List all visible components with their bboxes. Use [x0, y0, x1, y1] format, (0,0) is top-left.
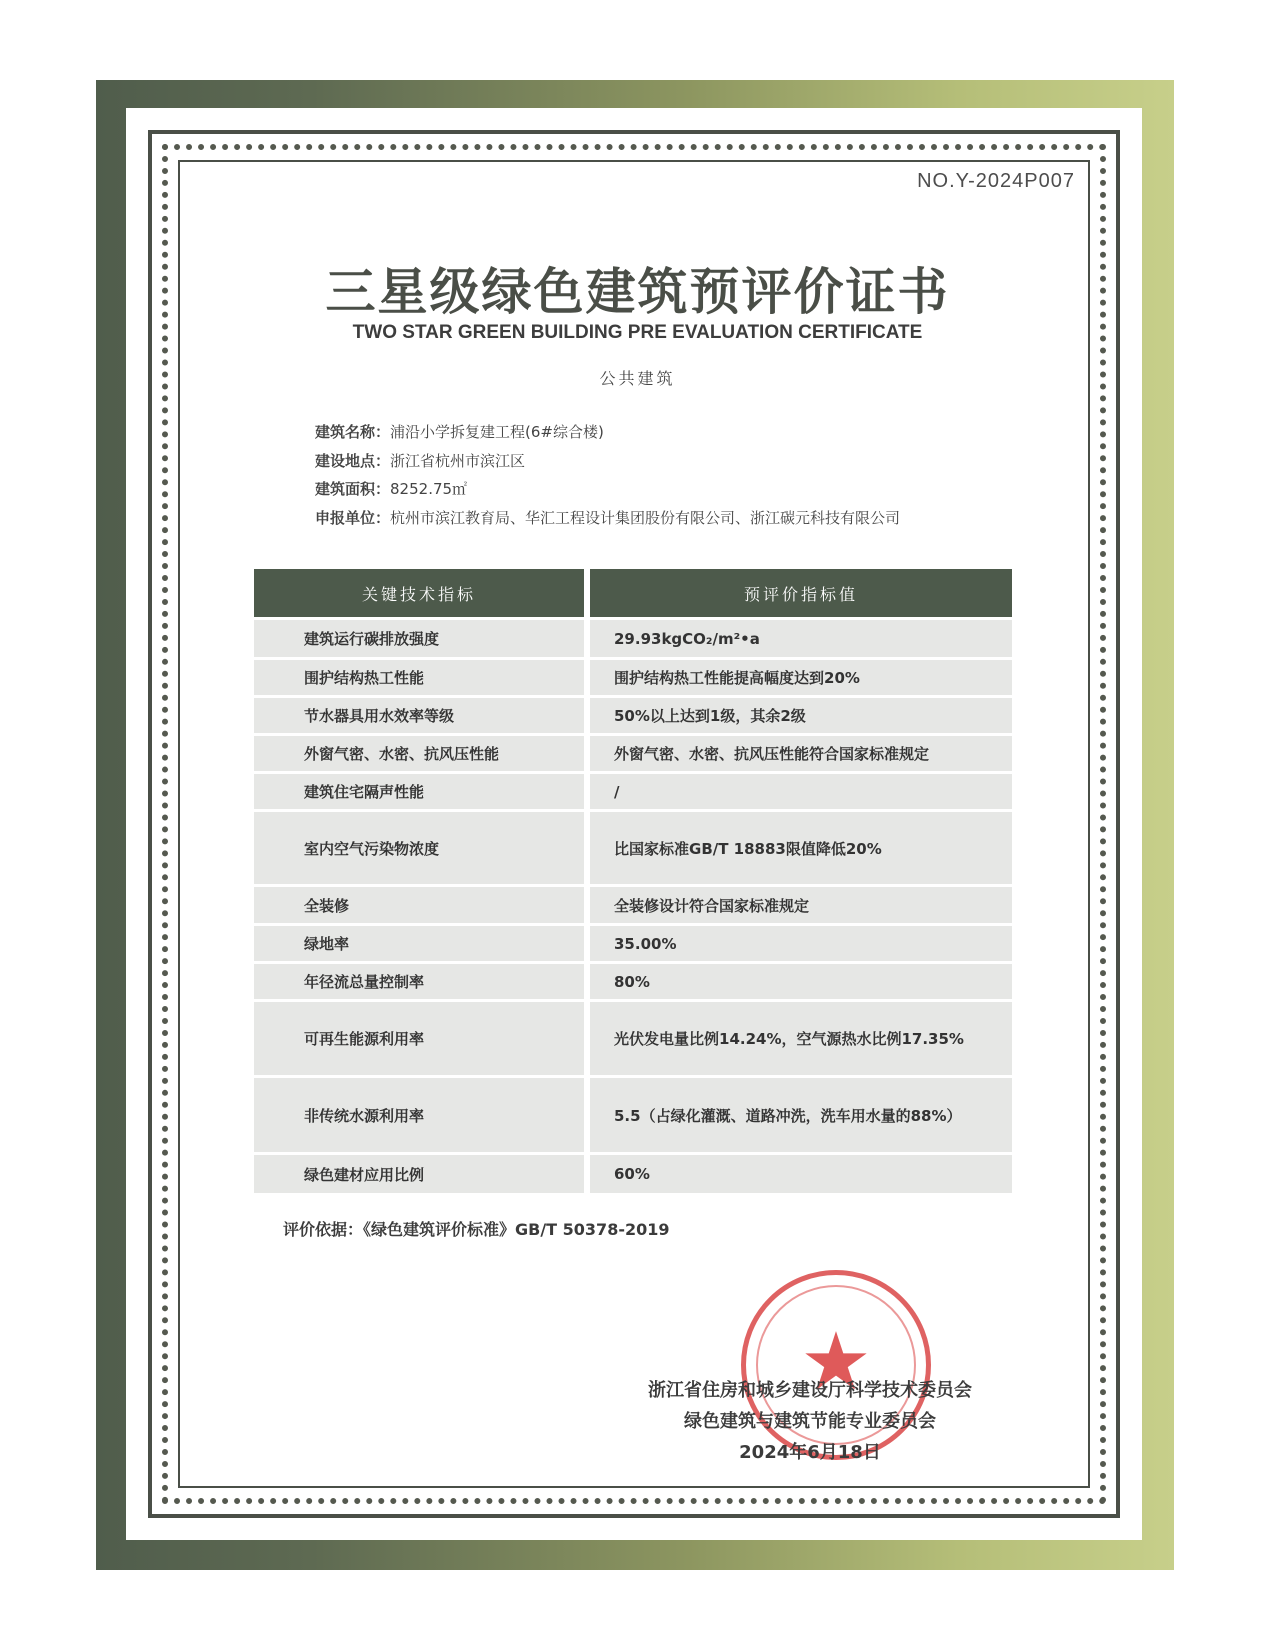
row-key: 建筑住宅隔声性能 — [254, 774, 584, 809]
info-label: 申报单位： — [315, 508, 391, 527]
issuer-block — [600, 1375, 1020, 1468]
info-row-location — [315, 447, 900, 476]
row-value: 35.00% — [590, 926, 1012, 961]
info-value: 浦沿小学拆复建工程(6#综合楼) — [390, 423, 604, 441]
seal-star-icon: ★ — [800, 1315, 872, 1408]
row-key: 可再生能源利用率 — [254, 1002, 584, 1075]
info-label: 建设地点： — [315, 451, 391, 470]
row-key: 围护结构热工性能 — [254, 660, 584, 695]
row-value: 5.5（占绿化灌溉、道路冲洗，洗车用水量的88%） — [590, 1078, 1012, 1152]
header-key-indicator: 关键技术指标 — [254, 569, 584, 617]
evaluation-basis: 评价依据：《绿色建筑评价标准》GB/T 50378-2019 — [283, 1220, 670, 1239]
info-value: 浙江省杭州市滨江区 — [390, 451, 526, 470]
info-label: 建筑面积： — [315, 480, 391, 498]
row-value: 50%以上达到1级，其余2级 — [590, 698, 1012, 733]
info-label: 建筑名称： — [315, 423, 391, 441]
row-key: 外窗气密、水密、抗风压性能 — [254, 736, 584, 771]
row-value: 比国家标准GB/T 18883限值降低20% — [590, 812, 1012, 884]
row-value: 外窗气密、水密、抗风压性能符合国家标准规定 — [590, 736, 1012, 771]
row-key: 年径流总量控制率 — [254, 964, 584, 999]
table-row — [254, 698, 1012, 733]
row-value: 全装修设计符合国家标准规定 — [590, 887, 1012, 923]
row-value: / — [590, 774, 1012, 809]
row-key: 全装修 — [254, 887, 584, 923]
info-value: 8252.75㎡ — [390, 480, 468, 498]
header-pre-evaluation-value: 预评价指标值 — [590, 569, 1012, 617]
issue-date: 2024年6月18日 — [739, 1442, 881, 1463]
table-row — [254, 887, 1012, 923]
row-key: 建筑运行碳排放强度 — [254, 620, 584, 657]
row-value: 29.93kgCO₂/m²•a — [590, 620, 1012, 657]
row-key: 非传统水源利用率 — [254, 1078, 584, 1152]
table-row — [254, 660, 1012, 695]
info-row-applicant — [315, 504, 900, 533]
table-row — [254, 1002, 1012, 1075]
row-value: 80% — [590, 964, 1012, 999]
row-value: 围护结构热工性能提高幅度达到20% — [590, 660, 1012, 695]
certificate-title-en: TWO STAR GREEN BUILDING PRE EVALUATION CERTIFICATE — [352, 322, 923, 343]
indicator-table — [254, 569, 1012, 1193]
building-category: 公共建筑 — [599, 369, 676, 388]
info-value: 杭州市滨江教育局、华汇工程设计集团股份有限公司、浙江碳元科技有限公司 — [390, 508, 901, 527]
row-key: 室内空气污染物浓度 — [254, 812, 584, 884]
table-row — [254, 736, 1012, 771]
building-info — [315, 418, 900, 532]
issuer-line-2: 绿色建筑与建筑节能专业委员会 — [684, 1411, 936, 1432]
table-row — [254, 774, 1012, 809]
row-value: 光伏发电量比例14.24%，空气源热水比例17.35% — [590, 1002, 1012, 1075]
certificate-title-cn: 三星级绿色建筑预评价证书 — [325, 263, 950, 321]
table-row — [254, 926, 1012, 961]
row-value: 60% — [590, 1155, 1012, 1193]
info-row-area — [315, 475, 900, 504]
table-row — [254, 812, 1012, 884]
row-key: 绿地率 — [254, 926, 584, 961]
table-row — [254, 1155, 1012, 1193]
table-row — [254, 620, 1012, 657]
row-key: 绿色建材应用比例 — [254, 1155, 584, 1193]
table-row — [254, 964, 1012, 999]
issuer-line-1: 浙江省住房和城乡建设厅科学技术委员会 — [648, 1380, 972, 1401]
table-header — [254, 569, 1012, 617]
certificate-number: NO.Y-2024P007 — [917, 170, 1075, 192]
row-key: 节水器具用水效率等级 — [254, 698, 584, 733]
info-row-name — [315, 418, 900, 447]
table-row — [254, 1078, 1012, 1152]
